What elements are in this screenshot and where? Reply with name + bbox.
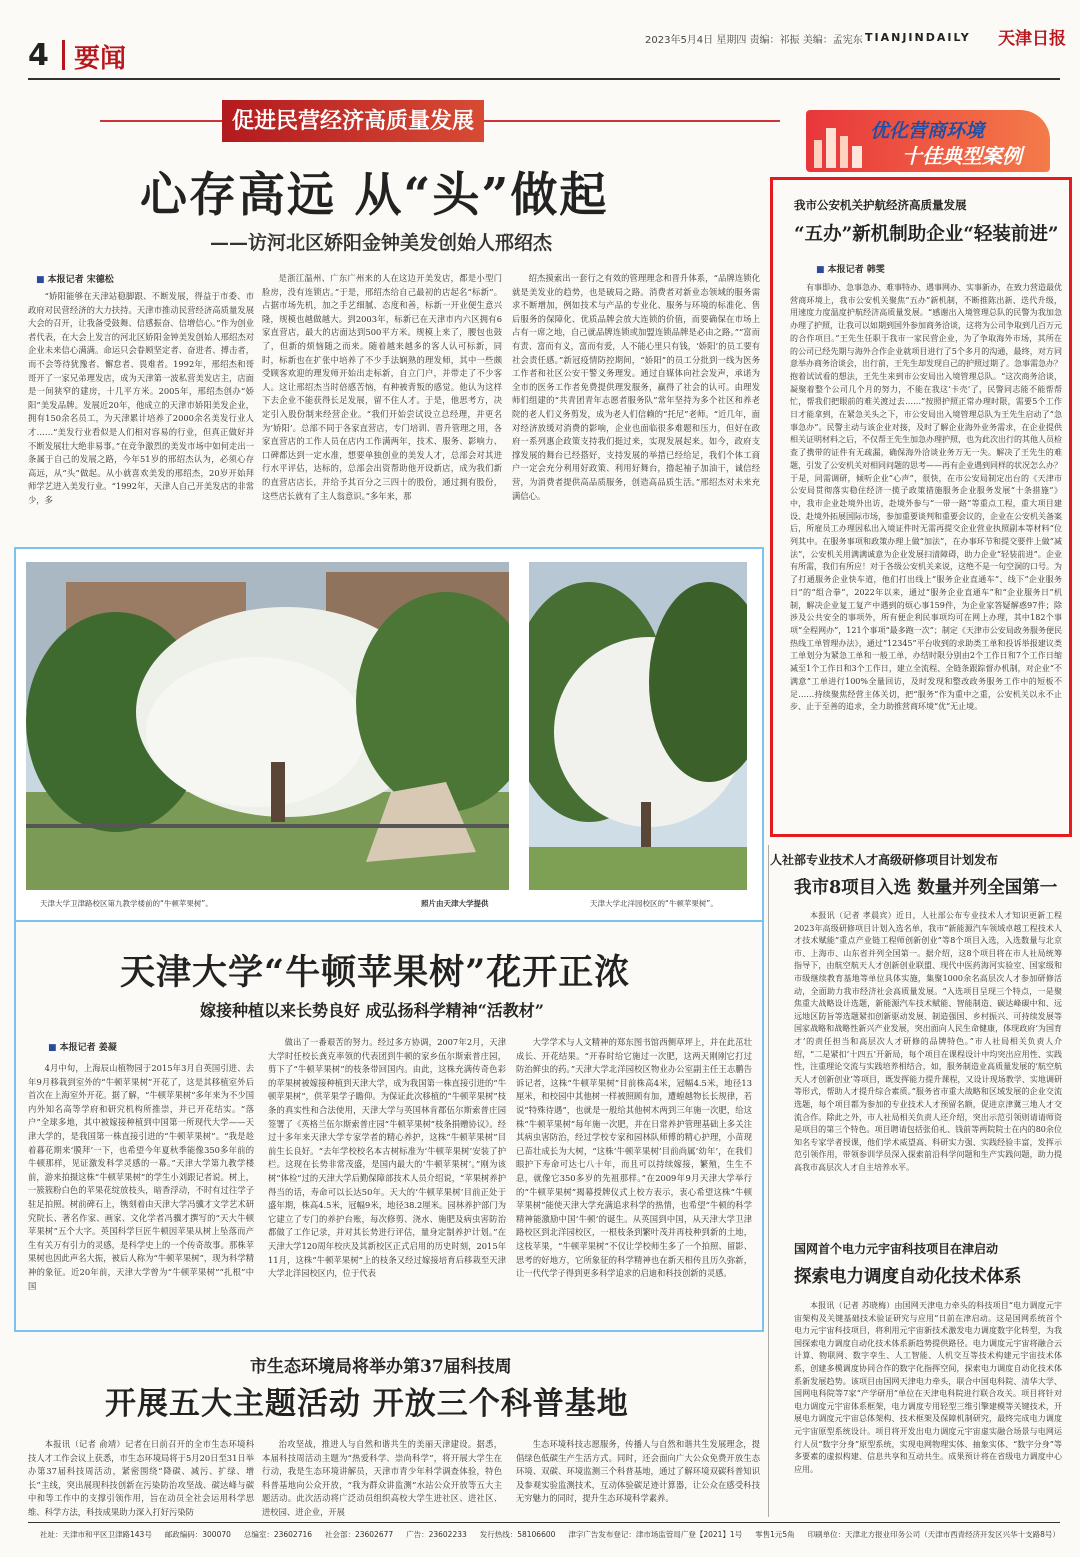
- story2-column-1: 4月中旬，上海辰山植物园于2015年3月自英国引进、去年9月移栽到室外的“牛顿苹果树”开花了，这是其移植室外后首次在上海室外开花。据了解，“牛顿苹果树”多年来为不少国内外知名高等学府和研究机构所推崇，并已开花结实。“落户”全球多地，其中被嫁接种植到中国第一所现代大学——天津大学的，是我国第一株直接引进的“牛顿苹果树”。“我是趁着暮花期来‘膜拜’一下，也希望今年夏秋季能像350多年前的牛顿那样，见证激发科学灵感的一幕。”天津大学第九教学楼前，游来拍摄这株“牛顿苹果树”的学生小刘跟记者说。树上，一簇簇粉白色的苹果花绽放枝头，暗香浮动，不时有过往学子驻足拍照。树前碑石上，镌刻着由天津大学冯骥才文学艺术研究院长、著名作家、画家、文化学者冯骥才撰写的“天大牛顿苹果树”五个大字。英国科学巨匠牛顿因苹果从树上坠落而产生有关万有引力的灵感，是科学史上的一个传奇故事。那株苹果树也因此声名大振，被后人称为“牛顿苹果树”，现为科学精神的象征。近20年前，天津大学曾为“牛顿苹果树”“扎根”中国: [28, 1063, 254, 1291]
- footer-ad-license: 津字广告发布登记：津市场监管局广登【2021】1号: [568, 1530, 743, 1539]
- story5-pretitle: 国网首个电力元宇宙科技项目在津启动: [794, 1242, 999, 1256]
- caption-right: 天津大学北洋园校区的“牛顿苹果树”。: [590, 899, 718, 908]
- page-number: 4: [28, 38, 49, 73]
- column-divider: [768, 845, 769, 1517]
- footer-office: 总编室：23602716: [243, 1530, 313, 1539]
- story1-title: 心存高远 从“头”做起: [140, 168, 609, 223]
- date-line: 2023年5月4日 星期四 责编：祁振 美编：孟宪东: [645, 35, 863, 46]
- story1-column-2: 是浙江温州、广东广州来的人在这边开美发店，都是小型门脸房，没有连锁店。”于是，邢绍杰给自己最初的店起名“标新”。占据市场先机，加之手艺细腻、态度和善，标新一开业便生意兴隆，规模也越做越大。到2003年，标新已在天津市内六区拥有6家直营店，最大的店面达到500平方米。规模上来了，腰包也鼓了，但新的烦恼随之而来。随着越来越多的客人认可标新，同时，标新也在扩张中培养了不少手法娴熟的理发师，其中一些颇受顾客欢迎的理发师开始出走标新，自立门户，并带走了不少客人。这让邢绍杰当时倍感苦恼，有种被背叛的感觉。他认为这样下去企业不能获得长足发展，留不住人才。于是，他思考方，决定引入股份制来经营企业。“我们开始尝试设立总经理，并更名为‘娇阳’。总部不同于各家直营店，专门培训、晋升管理之用，各家直营店的工作人员在店内工作满两年，技术、服务、影响力、口碑都达到一定水准，想要单独创业的美发人才，总部会对其进行水平评估，达标的，总部会出资帮助他开设新店，成为我们新的直营店店长，并给予其百分之三四十的股份，通过拥有股份，这些店长就有了主人翁意识。”多年来，那: [262, 273, 502, 501]
- footer-postcode: 邮政编码：300070: [164, 1530, 231, 1539]
- story3-column-3: 生态环境科技志愿服务，传播人与自然和谐共生发展理念，提倡绿色低碳生产生活方式。同时，还会面向广大公众免费开放生态环境、双碳、环境监测三个科普基地，通过了解环境双碳科普知识及参观实验监测技术，互动体验碳足迹计算器，让公众在感受科技无穷魅力的同时，提升生态环境科学素养。: [516, 1439, 760, 1504]
- footer-bar: [40, 1529, 1060, 1540]
- redbox-title: “五办”新机制助企业“轻装前进”: [794, 224, 1059, 245]
- city-skyline-icon: [806, 110, 876, 172]
- header-rule: [28, 78, 1060, 80]
- story3-pretitle: 市生态环境局将举办第37届科技周: [250, 1357, 512, 1377]
- story4-pretitle: 人社部专业技术人才高级研修项目计划发布: [770, 853, 999, 867]
- footer-address: 社址：天津市和平区卫津路143号: [40, 1530, 152, 1539]
- corner-line2: 十佳典型案例: [902, 144, 1022, 168]
- column-banner: 促进民营经济高质量发展: [222, 100, 484, 142]
- redbox-body: 有事即办、急事急办、难事特办、遇事网办、实事新办，在致力营造最优营商环境上，我市公安机关聚焦“五办”新机制，不断推陈出新、迭代升级，用速度力度温度护航经济高质量发展。“感谢出入境管理总队的民警为我加急办理了护照，让我可以如期到国外参加商务洽谈，这将为公司争取到几百万元的合作项目。”王先生任职于我市一家民营企业，为了争取海外市场，其所在的公司已经先期与海外合作企业就项目进行了5个多月的沟通，最终，对方同意举办商务洽谈会，出行前，王先生却发现自己的护照过期了。急事需急办？抱着试试看的想法，王先生来到市公安局出入境管理总队。“这次商务洽谈，凝聚着整个公司几个月的努力，不能在我这‘卡壳’了，民警同志能不能帮帮忙，帮我们把眼前的难关渡过去……”按照护照正常办理时限，需要5个工作日才能拿到，在紧急关头之下，市公安局出入境管理总队为王先生启动了“急事急办”。民警主动与该企业对接，及时了解企业海外业务需求，在企业提供相关证明材料之后，不仅帮王先生加急办理护照，也为此次出行的其他人员检查了携带的证件有无疏漏，确保海外洽谈业务万无一失。解决了王先生的难题，引发了公安机关对相同问题的思考——再有企业遇到同样的状况怎么办？于是，同需调研，倾听企业“心声”，很快，在市公安局制定出台的《天津市公安局贯彻落实稳住经济一揽子政策措施服务企业服务发展“十条措施”》中，我市企业赴境外出访，赴境外参与“一带一路”等重点工程，重大项目建设、赴境外拓展国际市场，参加重要谈判和重要会议的，企业在公安机关备案后，所雇员工办理因私出入境证件时无需再提交企业营业执照副本等材料“位列其中。在服务事项和政策办理上做“加法”，在办事环节和提交要件上做“减法”，公安机关用满满诚意为企业发展扫清障碍，助力企业“轻装前进”。企业有所需，我们有所应！对于各级公安机关来说，这绝不是一句空洞的口号。为了打通服务企业快车道，他们打出线上“服务企业直通车”、线下“企业服务日”的“组合拳”，2022年以来，通过“服务企业直通车”和“企业服务日”机制，解决企业复工复产中遇到的烦心事159件，为企业家答疑解惑97件；除涉及公共安全的事项外，所有便企利民事项均可在网上办理，其中182个事项“全程网办”，121个事项“最多跑一次”；制定《天津市公安局政务服务便民热线工单管理办法》，通过“12345”平台收到的求助类工单和投诉举报建议类工单划分为紧急工单和一般工单，办结时限分别由2个工作日和7个工作日缩减至1个工作日和3个工作日，建立全流程、全链条跟踪督办机制，对企业“不满意”工单进行100%全量回访，及时发现和整改政务服务工作中的短板不足……持续聚焦经营主体关切，把“服务”作为重中之重，公安机关以永不止步、止于至善的追求，全力助推营商环境“优”无止境。: [790, 283, 1062, 712]
- footer-distribution: 发行热线：58106600: [479, 1530, 556, 1539]
- footer-printer: 印刷单位：天津北方报业印务公司（天津市西青经济开发区兴华十支路8号）: [807, 1530, 1060, 1539]
- story2-byline: ■ 本报记者 姜凝: [48, 1040, 117, 1053]
- footer-rule: [28, 1522, 1060, 1523]
- masthead-latin: TIANJINDAILY: [865, 31, 971, 44]
- photo-credit: 照片由天津大学提供: [421, 899, 489, 908]
- redbox-pretitle: 我市公安机关护航经济高质量发展: [794, 198, 967, 212]
- photo-apple-tree-beiyang: [529, 562, 747, 890]
- story3-title: 开展五大主题活动 开放三个科普基地: [105, 1386, 629, 1422]
- story4-title: 我市8项目入选 数量并列全国第一: [794, 878, 1058, 898]
- story5-body: 本报讯（记者 苏晓梅）由国网天津电力牵头的科技项目“电力调度元宇宙架构及关键基础技术验证研究与应用”日前在津启动。这是国网系统首个电力元宇宙科技项目，将利用元宇宙新技术激发电力调度数字化转型，为我国探索电力调度自动化技术体系新趋势提供路径。电力调度元宇宙将融合云计算、物联网、数字孪生、人工智能、人机交互等技术构建元宇宙技术体系，创建多模调度协同合作的数字化指挥空间，探索电力调度自动化技术体系新发展趋势。该项目由国网天津电力牵头，联合中国电科院、清华大学、国网电科院等7家“产学研用”单位在天津电科院进行联合攻关。项目将针对电力调度元宇宙体系框架，电力调度专用轻型三维引擎建模等关键技术，开展电力调度元宇宙总体架构、技术框架及保障机制研究，最终完成电力调度元宇宙原型系统设计。项目将开发出电力调度元宇宙虚实融合场景与电网运行人员“数字分身”原型系统，实现电网物理实体、抽象实体、“数字分身”等多要素的虚拟构建、信息共享和互动共生。成果预计将在省级电力调度中心应用。: [794, 1301, 1062, 1474]
- story3-column-2: 治攻坚战，推进人与自然和谐共生的美丽天津建设。据悉，本届科技周活动主题为“热爱科学、崇尚科学”，将开展大学生在行动，我是生态环境讲解员，天津市青少年科学调查体验，特色科普基地向公众开放，“我为群众讲监测”水站公众开放等五大主题活动。此次活动将广泛动员组织高校大学生进社区、进社区、进校园、进企业，开展: [262, 1439, 502, 1517]
- story2-subtitle: 嫁接种植以来长势良好 成弘扬科学精神“活教材”: [200, 1001, 544, 1020]
- story2-column-2: 做出了一番艰苦的努力。经过多方协调，2007年2月，天津大学时任校长龚克率领的代表团到牛顿的家乡伍尔斯索普庄园，剪下了“牛顿苹果树”的枝条带回国内。由此，这株充满传奇色彩的苹果树被嫁接种植到天津大学，成为我国第一株直接引进的“牛顿苹果树”，供苹果学子瞻仰。为保证此次移植的“牛顿苹果树”枝条的真实性和合法使用，天津大学与英国林肯郡伍尔斯索普庄园签署了《英格兰伍尔斯索普庄园“牛顿苹果树”枝条捐赠协议》。经过十多年来天津大学专家学者的精心养护，这株“牛顿苹果树”目前生长良好。“去年学校校名本古树标准为‘牛顿苹果树’安装了护栏。这现在长势非常茂盛，是国内最大的‘牛顿苹果树’。”刚为该树“体检”过的天津大学后勤保障部技术人员介绍说，“苹果树养护得当的话，寿命可以长达50年。天大的‘牛顿苹果树’目前正处于盛年期，株高4.5米，冠幅9米，地径38.2厘米。园林养护部门为它建立了专门的养护台账，每次修剪、浇水、施肥及病虫害防治都做了工作记录，并对其长势进行评估，量身定制养护计划。”在天津大学120周年校庆及其新校区正式启用的历史时刻，2015年11月，这株“牛顿苹果树”上的枝条又经过嫁接培育后移栽至天津大学北洋园校区内，位于代表: [268, 1037, 506, 1279]
- footer-ads: 广告：23602233: [406, 1530, 467, 1539]
- story1-subtitle: ——访河北区娇阳金钟美发创始人邢绍杰: [210, 232, 553, 254]
- photo-apple-tree-weijin: [26, 562, 509, 890]
- story5-title: 探索电力调度自动化技术体系: [794, 1267, 1022, 1287]
- story4-body: 本报讯（记者 孝晨宾）近日，人社部公布专业技术人才知识更新工程2023年高级研修项目计划入选名单，我市“新能源汽车领域卓越工程技术人才技术赋能”重点产业链工程师创新创业”等8个项目入选，入选数量与北京市、上海市、山东省并列全国第一。据介绍，这8个项目将在市人社局统筹指导下，由航空航天人才创新创业联盟、现代中医药海河实验室、国家级和市级继续教育基地等单位具体实施，集聚1000余名高层次人才参加研修活动，全面助力我市经济社会高质量发展。“入选项目呈现三个特点，一是聚焦重大战略设计选题，新能源汽车技术赋能、智能制造、碳达峰碳中和、远远地区防旨等选题紧扣创新驱动发展、制造强国、乡村振兴、可持续发展等国家战略和战略性新兴产业发展，突出面向人民生命健康，体现政府‘为国育才’的责任担当和高层次人才研修的品牌特色。”市人社局相关负责人介绍，“二是紧扣‘十四五’开新局，每个项目在课程设计中均突出应用性、实践性，注重理论交流与实践培养相结合，如，服务制造业高质量发展的‘航空航天人才创新创业’等项目，既发挥能力提升课程，又设计现场教学、实地调研等形式，帮助人才提升综合素质。”服务省市重大战略和区域发展的企业交流选题，每个项目都为参加的专业技术人才预留名额，促进京津冀三地人才交流合作。除此之外，市人社局相关负责人还介绍，突出示范引领则请请师资是项目的第三个特色。项目聘请包括张伯礼、钱前等两院院士在内的80余位知名专家学者授课，他们学术威望高、科研实力强、实践经验丰富，发挥示范引领作用，带领参训学员深入探索前沿科学问题和生产实践问题，助力提高我市高层次人才自主培养水平。: [794, 911, 1062, 1172]
- story2-column-3: 大学学术与人文精神的郑东图书馆西侧草坪上，并在此茁壮成长、开花结果。“开春时给它施过一次肥，这两天刚刚它打过防治鲜虫的药。”天津大学北洋园校区物业办公室副主任王志鹏告诉记者，这株“牛顿苹果树”目前株高4米，冠幅4.5米，地径13厘米，和校园中其他树一样被照顾有加，遭蝗越物长长规律，若说“特殊待遇”，也就是一般给其他树木两到三年施一次肥，给这株“牛顿苹果树”每年施一次肥，并在日常养护管理基础上多关注其病虫害防治，经过学校专家和园林队师傅的精心护理，小苗现已苗壮成长为大树，“这株‘牛顿苹果树’目前尚属‘幼年’，在我们眼护下寿命可达七八十年，而且可以持续嫁接，繁殖，生生不息，就像它350多岁的先祖那样。”在2009年9月天津大学举行的“牛顿苹果树”揭幕授牌仪式上校方表示，衷心希望这株“牛顿苹果树”能使天津大学充满追求科学的热情，也希望“牛顿的科学精神能激励中国‘牛顿’的诞生。从英国到中国，从天津大学卫津路校区到北洋园校区，一根枝条到繁叶茂并再枝种到新的土地，这枝苹果，“牛顿苹果树”不仅让学校师生多了一个拍照、留影、思考的好地方，它所象征的科学精神也在新天相传且历久弥新，让一代代学子得到更多科学追求的启迪和科技创新的灵感。: [516, 1037, 752, 1279]
- story2-title: 天津大学“牛顿苹果树”花开正浓: [120, 952, 631, 993]
- story1-column-1: “娇阳能够在天津站稳脚跟、不断发展，得益于市委、市政府对民营经济的大力扶持。天津市推动民营经济高质量发展大会的召开，让我备受鼓舞、信感振奋、信增信心。”作为创业者代表，在大会上发言的河北区娇阳金钟美发创始人邢绍杰对企业未来信心满满。命运只会眷顾坚定者、奋进者、搏击者，而不会等待犹豫者、懈怠者、畏难者。1992年，邢绍杰和哥哥开了一家兄弟理发店，成为天津第一波私营美发店主，店面是一间狭窄的建房，十几平方米。2005年，邢绍杰创办“娇阳”美发品牌。发展近20年，他成立的天津市娇阳美发企业，拥有150余名员工，为天津累计培养了2000余名美发行业人才……“美发行业看似是人们相对容易的行业，但真正做好并不断发展壮大绝非易事。”在竞争激烈的美发市场中如何走出一条属于自己的发展之路，今年51岁的邢绍杰认为，必须心存高远，从“头”做起。从小就喜欢美发的邢绍杰，20岁开始拜师学艺进入美发行业。“1992年，天津人自己开美发店的非常少，多: [28, 291, 254, 505]
- caption-left: 天津大学卫津路校区第九教学楼前的“牛顿苹果树”。: [40, 899, 213, 908]
- story1-byline: ■ 本报记者 宋德松: [36, 272, 114, 285]
- header-divider: [62, 40, 65, 70]
- footer-price: 零售1元5角: [755, 1530, 795, 1539]
- story3-column-1: 本报讯（记者 俞靖）记者在日前召开的全市生态环境科技人才工作会议上获悉，市生态环境局将于5月20日至31日举办第37届科技周活动，紧密围绕“降碳、减污、扩绿、增长”主线，突出展现科技创新在污染防治攻坚战、碳达峰与碳中和等工作中的支撑引领作用，旨在动员全社会运用科学思维、科学方法，科技成果助力深入打好污染防: [28, 1439, 254, 1517]
- redbox-byline: ■ 本报记者 韩雯: [816, 262, 885, 275]
- footer-social: 社会部：23602677: [324, 1530, 394, 1539]
- masthead-logo: 天津日报: [998, 29, 1066, 49]
- section-name: 要闻: [74, 44, 127, 74]
- corner-line1: 优化营商环境: [870, 120, 985, 142]
- story1-column-3: 绍杰摸索出一套行之有效的管理理念和晋升体系，“品牌连锁化就是美发业的趋势，也是破局之路。消费者对新业态领域的服务需求不断增加，例如技术与产品的专业化、服务与环境的标准化、售后服务的保障化、优质品牌会放大连锁的价值，而要确保在市场上占有一席之地，自己就品牌连锁或加盟连锁品牌是必由之路。”“富而有责、富而有义，富而有爱，人不能心里只有钱，‘娇阳’的员工要有社会责任感。”新冠疫情防控期间，“娇阳”的员工分批到一线为医务工作者和社区公安干警义务理发。通过自媒体向社会发声，承诺为全市的医务工作者免费提供理发服务，赢得了社会的认可。由理发师们组建的“共青团青年志愿者服务队”常年坚持为多个社区和养老院的老人们义务剪发，成为老人们信赖的“托尼”老师。“近几年，面对经济放缓对消费的影响，企业也面临很多难题和压力，但好在政府一系列惠企政策支持我们挺过来，实现发展起来。如今，政府支撑发展的舞台已经搭好，支持发展的举措已经给足，我们个体工商户一定会充分利用好政策、利用好舞台，撸起袖子加油干，诚信经营，为消费者提供高品质服务，创造高品质生活。”邢绍杰对未来充满信心。: [512, 273, 760, 501]
